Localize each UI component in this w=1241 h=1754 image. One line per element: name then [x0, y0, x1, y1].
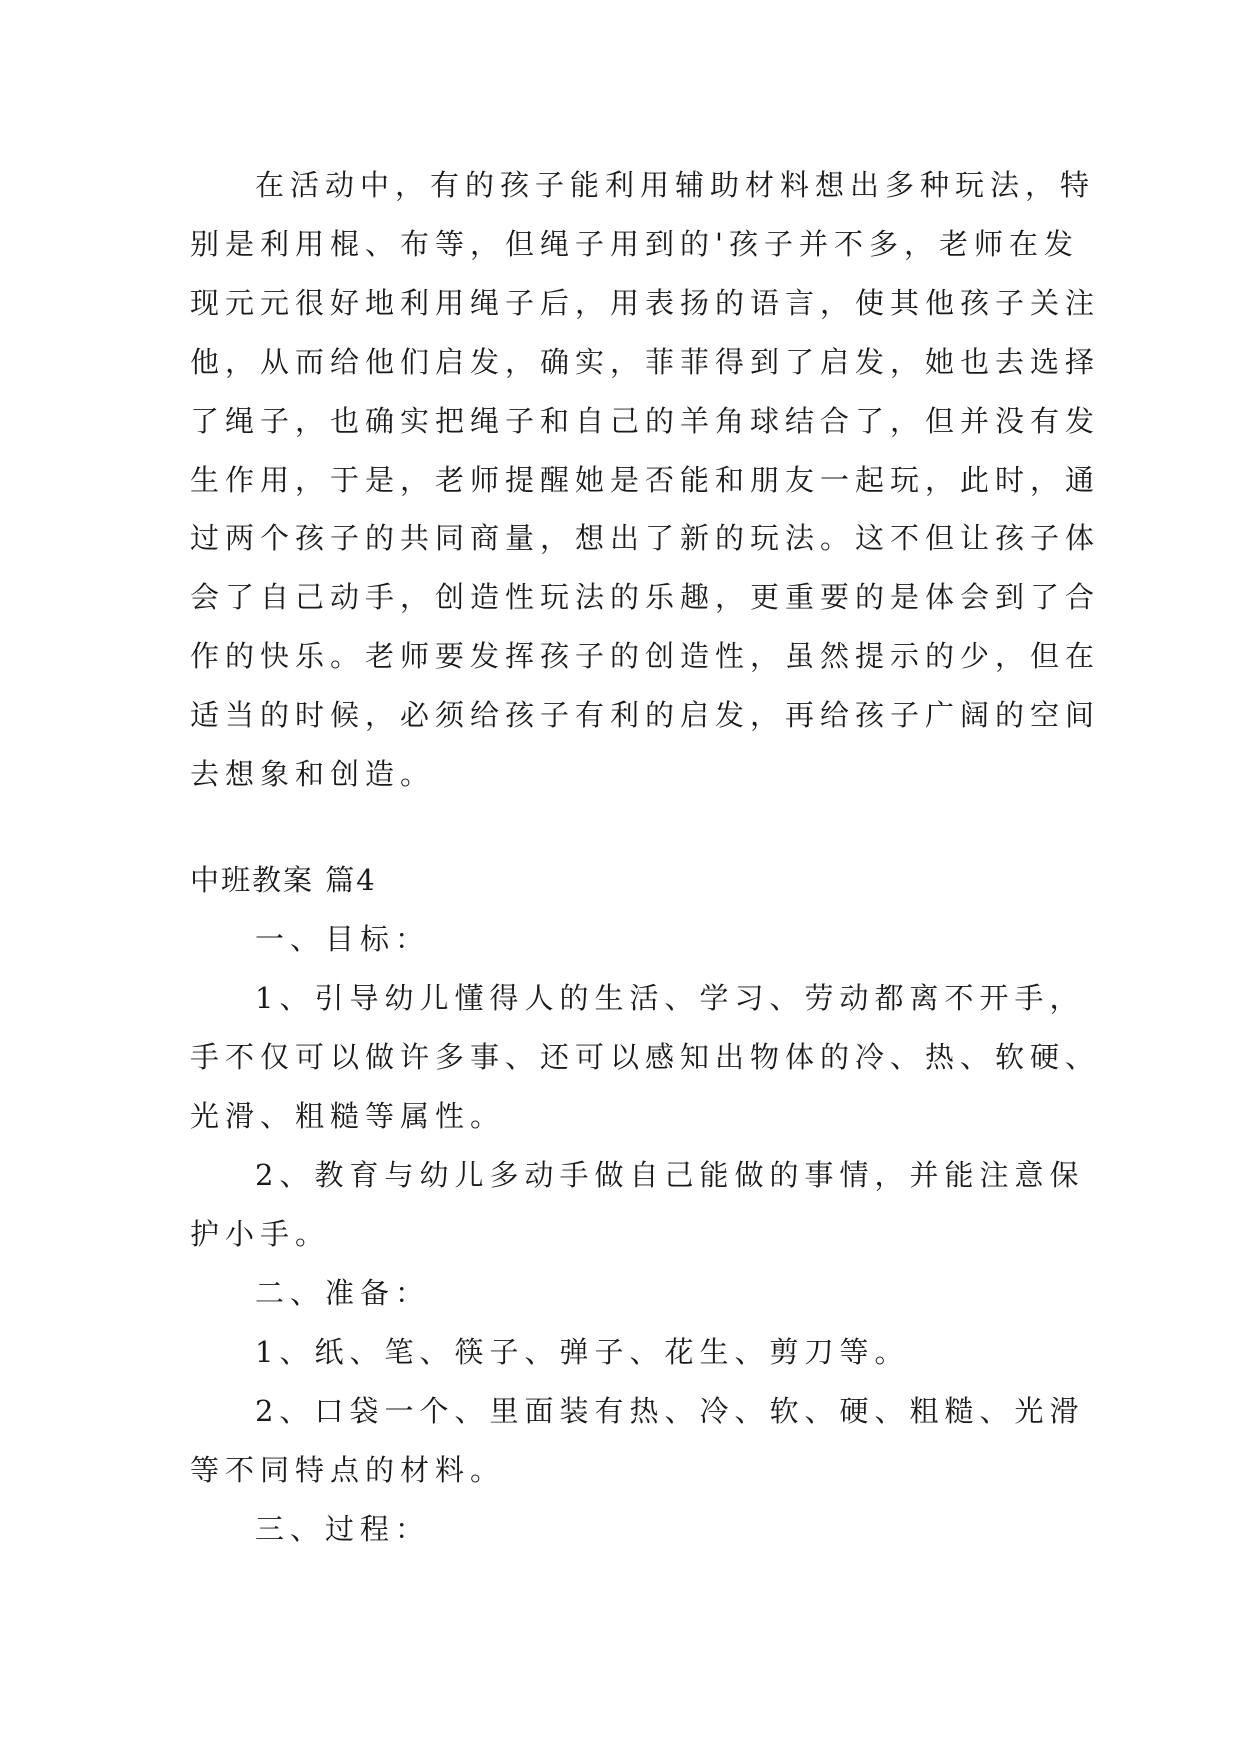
- paragraph-line: 生作用，于是，老师提醒她是否能和朋友一起玩，此时，通: [190, 463, 1101, 497]
- goal-item-line: 护小手。: [190, 1217, 331, 1251]
- prep-item-line: 1、纸、笔、筷子、弹子、花生、剪刀等。: [255, 1335, 910, 1369]
- paragraph-line: 会了自己动手，创造性玩法的乐趣，更重要的是体会到了合: [190, 580, 1101, 614]
- goal-item-line: 2、教育与幼儿多动手做自己能做的事情，并能注意保: [255, 1158, 1085, 1192]
- goal-heading: 一、目标：: [255, 922, 431, 956]
- paragraph-line: 过两个孩子的共同商量，想出了新的玩法。这不但让孩子体: [190, 521, 1101, 555]
- paragraph-line: 现元元很好地利用绳子后，用表扬的语言，使其他孩子关注: [190, 286, 1101, 320]
- paragraph-line: 别是利用棍、布等，但绳子用到的'孩子并不多，老师在发: [190, 227, 1079, 261]
- prep-item-line: 2、口袋一个、里面装有热、冷、软、硬、粗糙、光滑: [255, 1394, 1085, 1428]
- paragraph-line: 了绳子，也确实把绳子和自己的羊角球结合了，但并没有发: [190, 404, 1101, 438]
- paragraph-line: 去想象和创造。: [190, 757, 436, 791]
- section-title: 中班教案 篇4: [190, 863, 377, 897]
- process-heading: 三、过程：: [255, 1512, 431, 1546]
- paragraph-line: 在活动中，有的孩子能利用辅助材料想出多种玩法，特: [255, 168, 1096, 202]
- goal-item-line: 光滑、粗糙等属性。: [190, 1099, 506, 1133]
- goal-item-line: 1、引导幼儿懂得人的生活、学习、劳动都离不开手，: [255, 981, 1085, 1015]
- prep-item-line: 等不同特点的材料。: [190, 1453, 506, 1487]
- prep-heading: 二、准备：: [255, 1276, 431, 1310]
- paragraph-line: 适当的时候，必须给孩子有利的启发，再给孩子广阔的空间: [190, 698, 1101, 732]
- paragraph-line: 作的快乐。老师要发挥孩子的创造性，虽然提示的少，但在: [190, 639, 1101, 673]
- goal-item-line: 手不仅可以做许多事、还可以感知出物体的冷、热、软硬、: [190, 1040, 1101, 1074]
- paragraph-line: 他，从而给他们启发，确实，菲菲得到了启发，她也去选择: [190, 345, 1101, 379]
